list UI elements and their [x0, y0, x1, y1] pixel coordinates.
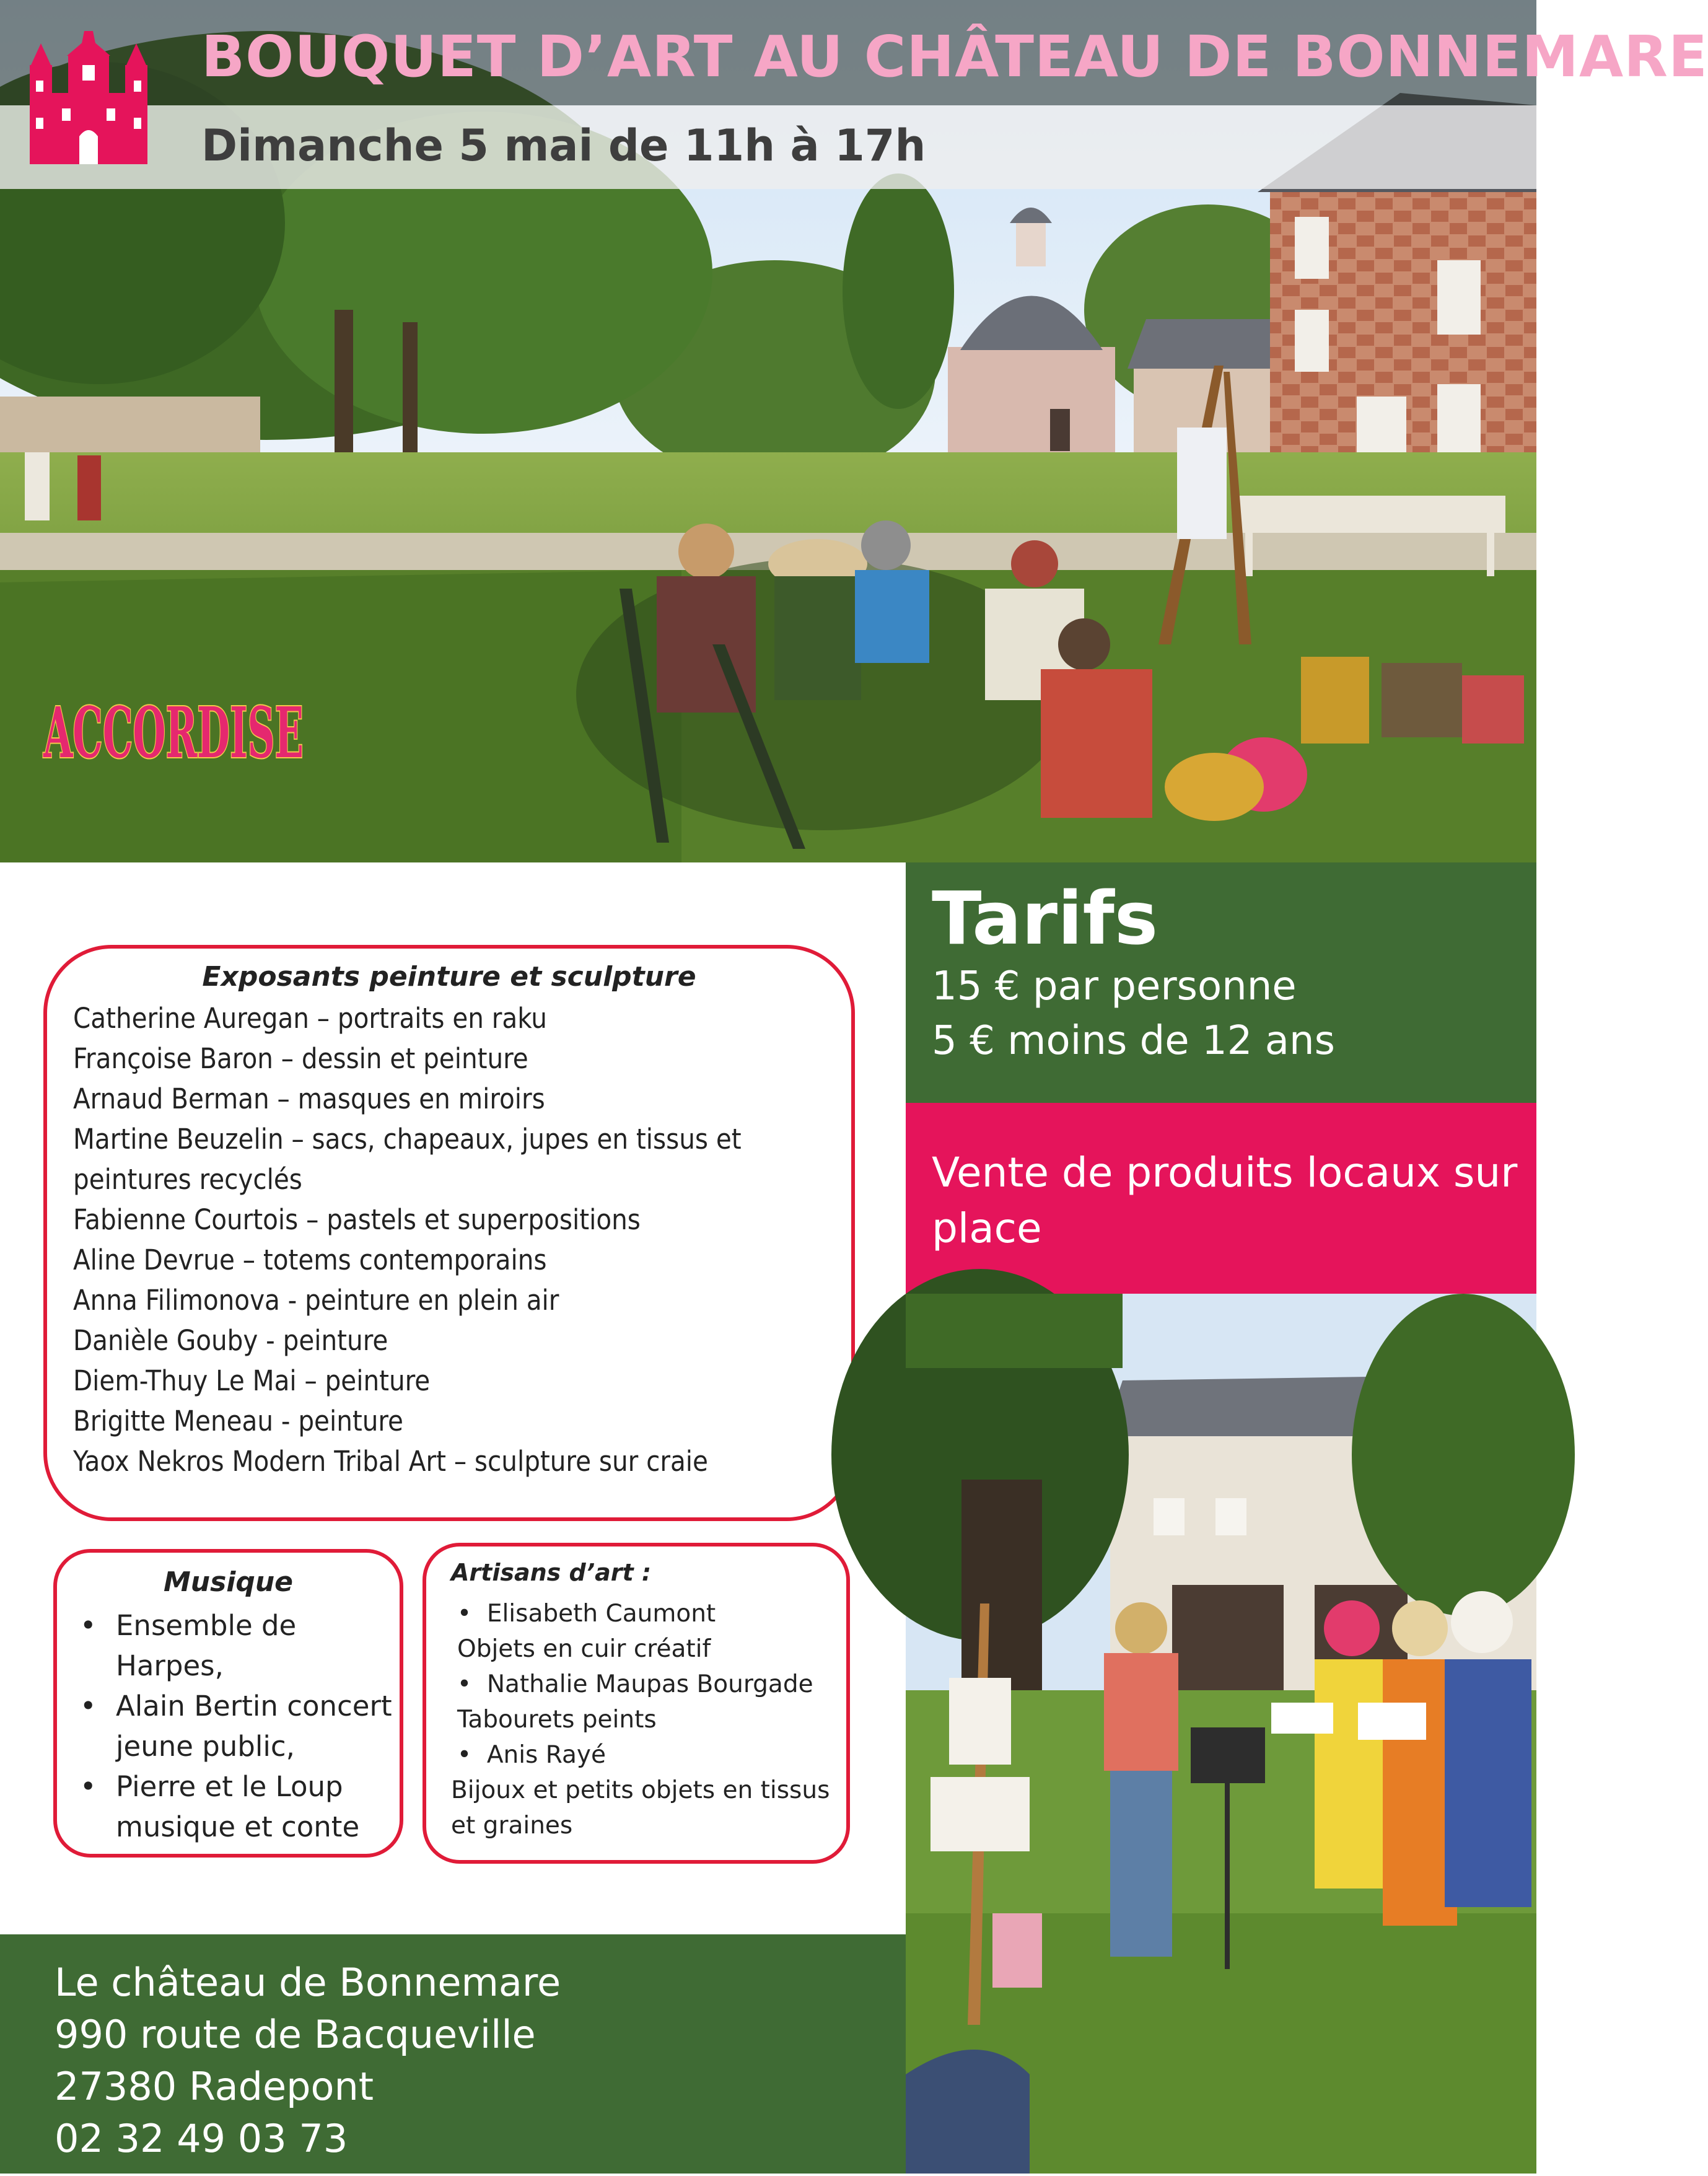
venue-city: 27380 Radepont	[55, 2064, 374, 2109]
exhibitor-item: Yaox Nekros Modern Tribal Art – sculpture sur craie	[73, 1445, 708, 1478]
artisans-title: Artisans d’art :	[451, 1559, 652, 1586]
artisan-name: Elisabeth Caumont	[486, 1600, 716, 1628]
vente-panel	[906, 1103, 1536, 1294]
exhibitor-item: Aline Devrue – totems contemporains	[73, 1244, 547, 1276]
music-item	[72, 1686, 393, 1766]
music-item	[72, 1766, 393, 1847]
performers-photo	[906, 1294, 1536, 2174]
artisan-name: Anis Rayé	[486, 1741, 606, 1769]
tarifs-panel	[906, 862, 1536, 1103]
venue-phone: 02 32 49 03 73	[55, 2116, 348, 2161]
artisan-desc: Bijoux et petits objets en tissus et graines	[451, 1776, 830, 1840]
exhibitor-item: Brigitte Meneau - peinture	[73, 1405, 403, 1437]
venue-street: 990 route de Bacqueville	[55, 2012, 536, 2057]
music-title: Musique	[163, 1566, 294, 1598]
music-panel	[53, 1549, 403, 1858]
exhibitor-item: Danièle Gouby - peinture	[73, 1324, 388, 1357]
castle-icon	[30, 31, 147, 164]
music-list	[72, 1605, 393, 1847]
bullet-icon: •	[457, 1600, 487, 1628]
svg-text:ACCORDISE: ACCORDISE	[43, 693, 304, 774]
exhibitor-item: Fabienne Courtois – pastels et superpositions	[73, 1203, 641, 1236]
performers-photo-image	[906, 1294, 1536, 2174]
bullet-icon: •	[457, 1670, 487, 1698]
bullet-icon: •	[80, 1609, 97, 1642]
tarifs-title: Tarifs	[932, 875, 1158, 961]
exhibitor-item: Diem-Thuy Le Mai – peinture	[73, 1364, 431, 1397]
vente-text: Vente de produits locaux sur place	[932, 1149, 1518, 1252]
tarif-adult: 15 € par personne	[932, 963, 1297, 1009]
exhibitors-panel	[43, 945, 855, 1521]
exhibitors-list	[73, 998, 826, 1481]
bullet-icon: •	[80, 1690, 97, 1722]
tarif-child: 5 € moins de 12 ans	[932, 1018, 1335, 1064]
music-item-label: Alain Bertin concert jeune public,	[116, 1690, 392, 1763]
exhibitors-title: Exposants peinture et sculpture	[202, 961, 696, 993]
artisan-item	[451, 1667, 834, 1737]
artisans-list	[451, 1596, 834, 1843]
bullet-icon: •	[457, 1741, 487, 1769]
exhibitor-item: Arnaud Berman – masques en miroirs	[73, 1082, 545, 1115]
exhibitor-item: Anna Filimonova - peinture en plein air	[73, 1284, 559, 1317]
address-panel	[0, 1934, 906, 2174]
event-date: Dimanche 5 mai de 11h à 17h	[201, 120, 926, 171]
accordise-logo	[42, 688, 309, 774]
artisan-desc: Objets en cuir créatif	[457, 1635, 711, 1663]
accordise-logo-text	[42, 688, 309, 774]
artisans-panel	[423, 1543, 850, 1864]
artisan-item	[451, 1596, 834, 1667]
artisan-item	[451, 1737, 834, 1843]
bullet-icon: •	[80, 1770, 97, 1803]
exhibitor-item: Françoise Baron – dessin et peinture	[73, 1042, 528, 1075]
music-item	[72, 1605, 393, 1686]
artisan-desc: Tabourets peints	[457, 1706, 657, 1734]
artisan-name: Nathalie Maupas Bourgade	[486, 1670, 813, 1698]
event-title: BOUQUET D’ART AU CHÂTEAU DE BONNEMARE	[201, 24, 1708, 90]
music-item-label: Pierre et le Loup musique et conte	[116, 1770, 360, 1843]
exhibitor-item: Martine Beuzelin – sacs, chapeaux, jupes en tissus et peintures recyclés	[73, 1123, 742, 1196]
exhibitor-item: Catherine Auregan – portraits en raku	[73, 1002, 547, 1035]
music-item-label: Ensemble de Harpes,	[116, 1609, 297, 1682]
venue-name: Le château de Bonnemare	[55, 1960, 561, 2005]
